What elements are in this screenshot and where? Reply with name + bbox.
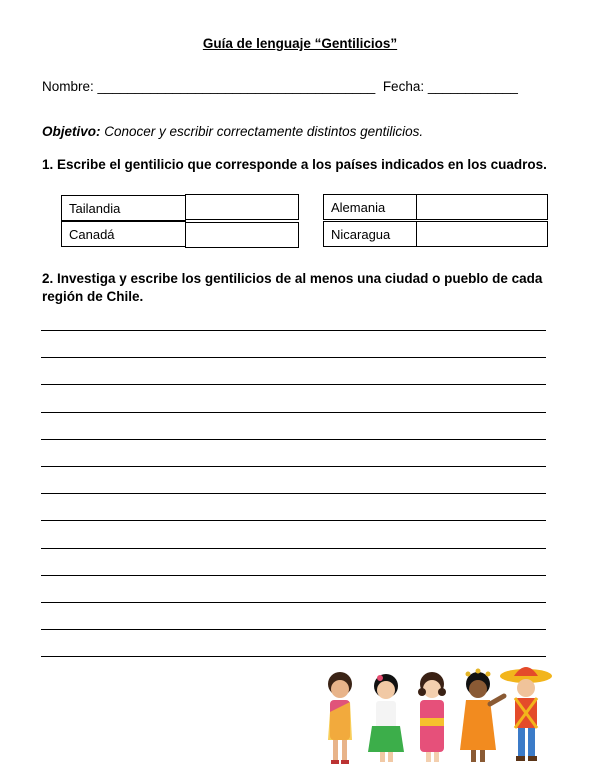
country-cell-nicaragua: Nicaragua [323, 221, 417, 247]
answer-line[interactable] [41, 575, 546, 576]
child-india-figure [328, 672, 352, 764]
answer-line[interactable] [41, 548, 546, 549]
children-illustration [318, 662, 558, 770]
country-cell-tailandia: Tailandia [61, 195, 186, 221]
name-date-line[interactable]: Nombre: _____________________________________ Fecha: ____________ [42, 79, 518, 94]
child-africa-figure [460, 669, 504, 763]
question-1: 1. Escribe el gentilicio que corresponde a los países indicados en los cuadros. [42, 157, 547, 172]
answer-line[interactable] [41, 602, 546, 603]
country-cell-alemania: Alemania [323, 194, 417, 220]
answer-box-canada[interactable] [185, 222, 299, 248]
answer-line[interactable] [41, 493, 546, 494]
objective-label: Objetivo: [42, 124, 101, 139]
objective [42, 124, 423, 139]
child-japan-figure [418, 672, 446, 762]
objective-text: Conocer y escribir correctamente distintos gentilicios. [100, 124, 424, 139]
question-2: 2. Investiga y escribe los gentilicios de al menos una ciudad o pueblo de cada región de Chile. [42, 271, 543, 304]
answer-box-tailandia[interactable] [185, 194, 299, 220]
answer-box-alemania[interactable] [416, 194, 548, 220]
answer-line[interactable] [41, 384, 546, 385]
answer-line[interactable] [41, 520, 546, 521]
page-title: Guía de lenguaje “Gentilicios” [202, 36, 398, 51]
answer-line[interactable] [41, 357, 546, 358]
child-mexico-figure [500, 667, 552, 761]
answer-box-nicaragua[interactable] [416, 221, 548, 247]
child-asia-figure [368, 674, 404, 762]
answer-line[interactable] [41, 439, 546, 440]
answer-line[interactable] [41, 466, 546, 467]
answer-line[interactable] [41, 629, 546, 630]
answer-line[interactable] [41, 412, 546, 413]
answer-line[interactable] [41, 656, 546, 657]
answer-line[interactable] [41, 330, 546, 331]
country-cell-canada: Canadá [61, 221, 186, 247]
